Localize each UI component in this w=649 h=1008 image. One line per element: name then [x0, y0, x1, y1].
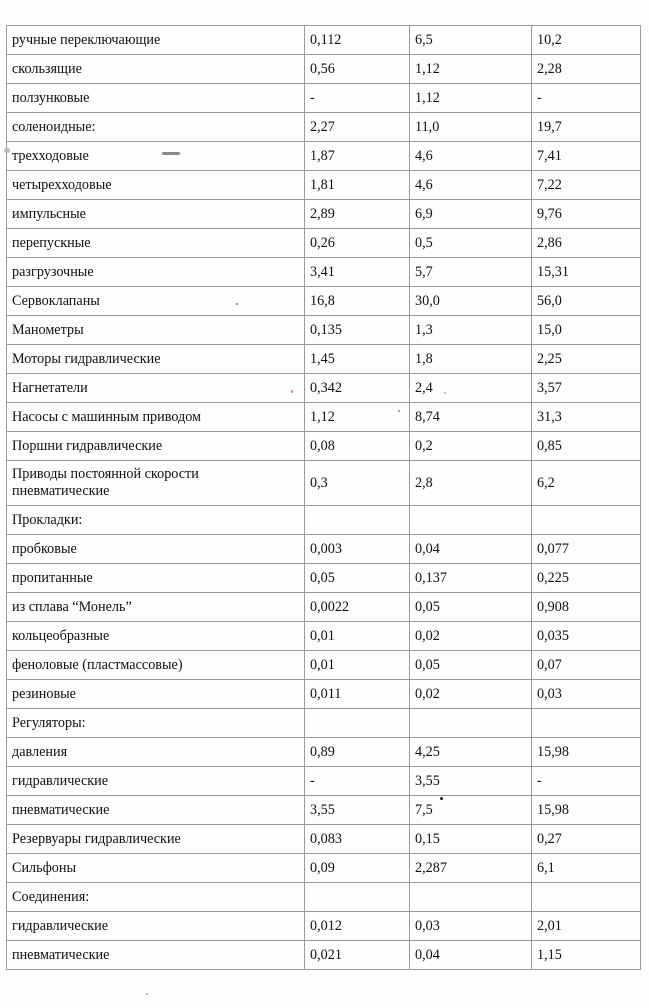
cell-max: 10,2	[532, 26, 641, 55]
table-row	[7, 84, 641, 113]
cell-mean: 0,05	[410, 651, 532, 680]
table-row	[7, 680, 641, 709]
cell-min: 1,12	[305, 403, 410, 432]
cell-name: ручные переключающие	[7, 26, 305, 55]
table-body	[7, 26, 641, 970]
cell-max: 1,15	[532, 941, 641, 970]
table-row	[7, 535, 641, 564]
scan-speck	[440, 797, 443, 800]
cell-mean: 3,55	[410, 767, 532, 796]
cell-min: -	[305, 84, 410, 113]
cell-min: 1,87	[305, 142, 410, 171]
cell-mean: 0,04	[410, 941, 532, 970]
cell-min: 0,083	[305, 825, 410, 854]
cell-max: -	[532, 767, 641, 796]
cell-mean: 0,02	[410, 680, 532, 709]
cell-min: 1,81	[305, 171, 410, 200]
cell-mean: 4,6	[410, 142, 532, 171]
cell-name: пневматические	[7, 941, 305, 970]
cell-name: Приводы постоянной скорости пневматические	[7, 461, 305, 506]
cell-mean: 1,12	[410, 84, 532, 113]
cell-min: 0,012	[305, 912, 410, 941]
cell-mean	[410, 709, 532, 738]
cell-min: 0,09	[305, 854, 410, 883]
table-row	[7, 200, 641, 229]
cell-name: Насосы с машинным приводом	[7, 403, 305, 432]
cell-max: 15,0	[532, 316, 641, 345]
failure-rate-table	[6, 25, 641, 970]
cell-max: 3,57	[532, 374, 641, 403]
cell-name: давления	[7, 738, 305, 767]
table-row	[7, 461, 641, 506]
cell-mean: 0,05	[410, 593, 532, 622]
cell-min: -	[305, 767, 410, 796]
cell-max: 31,3	[532, 403, 641, 432]
cell-name: Соединения:	[7, 883, 305, 912]
cell-max: 7,41	[532, 142, 641, 171]
table-row	[7, 113, 641, 142]
cell-max: 2,25	[532, 345, 641, 374]
cell-name: Прокладки:	[7, 506, 305, 535]
cell-max: 56,0	[532, 287, 641, 316]
table-row	[7, 651, 641, 680]
cell-name: Моторы гидравлические	[7, 345, 305, 374]
cell-max: 7,22	[532, 171, 641, 200]
cell-name: феноловые (пластмассовые)	[7, 651, 305, 680]
cell-mean: 5,7	[410, 258, 532, 287]
cell-mean	[410, 883, 532, 912]
table-row	[7, 796, 641, 825]
table-row	[7, 229, 641, 258]
cell-name: пневматические	[7, 796, 305, 825]
cell-max: 0,07	[532, 651, 641, 680]
cell-min: 0,3	[305, 461, 410, 506]
cell-name: Регуляторы:	[7, 709, 305, 738]
cell-max: 19,7	[532, 113, 641, 142]
cell-min: 0,011	[305, 680, 410, 709]
table-row	[7, 709, 641, 738]
cell-max: -	[532, 84, 641, 113]
table-row	[7, 912, 641, 941]
cell-mean	[410, 506, 532, 535]
cell-max	[532, 506, 641, 535]
cell-max: 15,31	[532, 258, 641, 287]
table-row	[7, 345, 641, 374]
table-row	[7, 171, 641, 200]
cell-min: 0,01	[305, 651, 410, 680]
table-row	[7, 767, 641, 796]
cell-min	[305, 883, 410, 912]
cell-min: 0,021	[305, 941, 410, 970]
cell-min: 0,112	[305, 26, 410, 55]
cell-name: перепускные	[7, 229, 305, 258]
cell-min	[305, 506, 410, 535]
cell-min: 0,08	[305, 432, 410, 461]
cell-min: 16,8	[305, 287, 410, 316]
scan-speck	[291, 390, 293, 393]
cell-min: 0,56	[305, 55, 410, 84]
cell-min: 3,41	[305, 258, 410, 287]
cell-name: ползунковые	[7, 84, 305, 113]
cell-mean: 1,12	[410, 55, 532, 84]
cell-name: разгрузочные	[7, 258, 305, 287]
cell-max	[532, 709, 641, 738]
cell-max: 0,077	[532, 535, 641, 564]
scan-speck	[162, 152, 180, 155]
table-row	[7, 55, 641, 84]
table-row	[7, 564, 641, 593]
cell-name: пробковые	[7, 535, 305, 564]
cell-name: Поршни гидравлические	[7, 432, 305, 461]
cell-name: Сильфоны	[7, 854, 305, 883]
cell-name: гидравлические	[7, 912, 305, 941]
cell-mean: 0,2	[410, 432, 532, 461]
scan-speck	[4, 148, 10, 153]
cell-min: 0,135	[305, 316, 410, 345]
cell-mean: 0,02	[410, 622, 532, 651]
cell-max: 9,76	[532, 200, 641, 229]
cell-mean: 8,74	[410, 403, 532, 432]
cell-mean: 7,5	[410, 796, 532, 825]
cell-min: 0,05	[305, 564, 410, 593]
table-row	[7, 622, 641, 651]
scan-speck	[398, 410, 400, 412]
table-row	[7, 825, 641, 854]
cell-min: 0,89	[305, 738, 410, 767]
cell-name: резиновые	[7, 680, 305, 709]
cell-name: скользящие	[7, 55, 305, 84]
cell-mean: 4,6	[410, 171, 532, 200]
cell-name: Манометры	[7, 316, 305, 345]
table-row	[7, 883, 641, 912]
cell-min: 0,342	[305, 374, 410, 403]
cell-max: 15,98	[532, 738, 641, 767]
cell-name: пропитанные	[7, 564, 305, 593]
scan-speck	[146, 993, 148, 995]
table-row	[7, 316, 641, 345]
cell-max: 2,01	[532, 912, 641, 941]
scan-speck	[444, 392, 446, 394]
cell-mean: 6,5	[410, 26, 532, 55]
cell-min: 1,45	[305, 345, 410, 374]
table-row	[7, 738, 641, 767]
cell-mean: 1,8	[410, 345, 532, 374]
cell-name: четырехходовые	[7, 171, 305, 200]
table-row	[7, 258, 641, 287]
cell-name: импульсные	[7, 200, 305, 229]
cell-name: Нагнетатели	[7, 374, 305, 403]
cell-max: 2,86	[532, 229, 641, 258]
table-row	[7, 287, 641, 316]
cell-min: 0,01	[305, 622, 410, 651]
cell-max: 0,03	[532, 680, 641, 709]
cell-mean: 30,0	[410, 287, 532, 316]
table-row	[7, 506, 641, 535]
cell-min: 0,003	[305, 535, 410, 564]
cell-mean: 2,8	[410, 461, 532, 506]
cell-max: 15,98	[532, 796, 641, 825]
cell-mean: 0,137	[410, 564, 532, 593]
cell-mean: 0,03	[410, 912, 532, 941]
cell-max: 6,1	[532, 854, 641, 883]
cell-name: соленоидные:	[7, 113, 305, 142]
cell-mean: 6,9	[410, 200, 532, 229]
cell-max: 0,27	[532, 825, 641, 854]
table-row	[7, 593, 641, 622]
cell-min: 3,55	[305, 796, 410, 825]
cell-mean: 2,4	[410, 374, 532, 403]
cell-max	[532, 883, 641, 912]
cell-name: гидравлические	[7, 767, 305, 796]
cell-name: кольцеобразные	[7, 622, 305, 651]
cell-name: Резервуары гидравлические	[7, 825, 305, 854]
cell-max: 2,28	[532, 55, 641, 84]
cell-min	[305, 709, 410, 738]
table-row	[7, 403, 641, 432]
cell-mean: 4,25	[410, 738, 532, 767]
cell-mean: 2,287	[410, 854, 532, 883]
table-row	[7, 432, 641, 461]
table-row	[7, 142, 641, 171]
cell-mean: 0,5	[410, 229, 532, 258]
cell-mean: 0,04	[410, 535, 532, 564]
cell-min: 2,89	[305, 200, 410, 229]
cell-max: 6,2	[532, 461, 641, 506]
cell-max: 0,85	[532, 432, 641, 461]
cell-min: 0,26	[305, 229, 410, 258]
cell-name: трехходовые	[7, 142, 305, 171]
cell-max: 0,035	[532, 622, 641, 651]
cell-min: 0,0022	[305, 593, 410, 622]
table-row	[7, 26, 641, 55]
cell-name: Сервоклапаны	[7, 287, 305, 316]
cell-min: 2,27	[305, 113, 410, 142]
cell-name: из сплава “Монель”	[7, 593, 305, 622]
cell-mean: 11,0	[410, 113, 532, 142]
table-row	[7, 941, 641, 970]
table-row	[7, 374, 641, 403]
table-row	[7, 854, 641, 883]
cell-max: 0,908	[532, 593, 641, 622]
cell-mean: 0,15	[410, 825, 532, 854]
scan-speck	[236, 303, 238, 305]
cell-max: 0,225	[532, 564, 641, 593]
cell-mean: 1,3	[410, 316, 532, 345]
